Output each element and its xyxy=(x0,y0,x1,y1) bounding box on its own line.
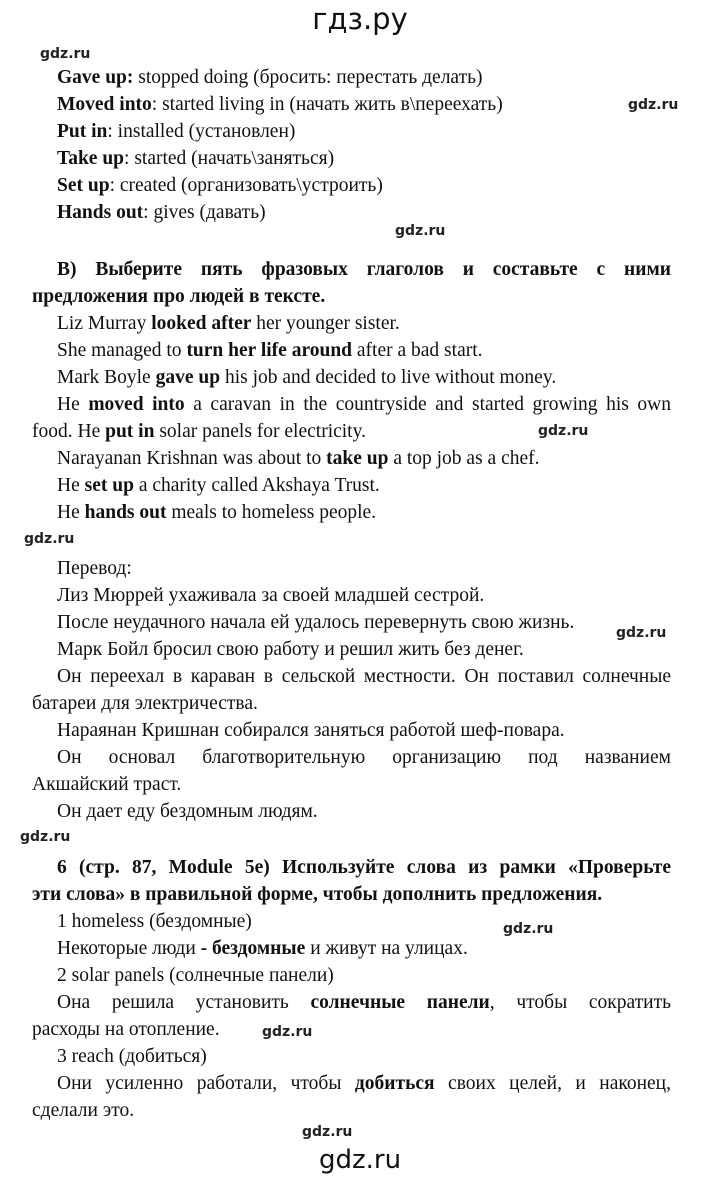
sentence-line: Narayanan Krishnan was about to take up a top job as a chef. xyxy=(57,448,540,469)
task-6-item: 1 homeless (бездомные) xyxy=(57,911,252,932)
task-b-heading: B) Выберите пять фразовых глаголов и составьте с ними xyxy=(57,259,671,280)
watermark: gdz.ru xyxy=(616,625,667,641)
translation-line: Нараянан Кришнан собирался заняться работой шеф-повара. xyxy=(57,720,565,741)
watermark: gdz.ru xyxy=(20,829,71,845)
watermark: gdz.ru xyxy=(503,921,554,937)
sentence-line: food. He put in solar panels for electricity. xyxy=(32,421,366,442)
sentence-line: Mark Boyle gave up his job and decided to live without money. xyxy=(57,367,557,388)
definition-line: Put in: installed (установлен) xyxy=(57,121,296,142)
site-header: гдз.ру xyxy=(312,2,408,36)
translation-line: Он дает еду бездомным людям. xyxy=(57,801,318,822)
task-6-heading: 6 (стр. 87, Module 5e) Используйте слова из рамки «Проверьте xyxy=(57,857,671,878)
watermark: gdz.ru xyxy=(262,1024,313,1040)
sentence-line: She managed to turn her life around after a bad start. xyxy=(57,340,483,361)
sentence-line: He moved into a caravan in the countryside and started growing his own xyxy=(57,394,672,415)
translation-line: Акшайский траст. xyxy=(32,774,182,795)
task-6-answer: Некоторые люди - бездомные и живут на улицах. xyxy=(57,938,468,959)
task-6-answer: расходы на отопление. xyxy=(32,1019,220,1040)
translation-line: батареи для электричества. xyxy=(32,693,258,714)
task-6-answer: Она решила установить солнечные панели, чтобы сократить xyxy=(57,992,671,1013)
watermark: gdz.ru xyxy=(628,97,679,113)
definition-line: Hands out: gives (давать) xyxy=(57,202,266,223)
definition-line: Moved into: started living in (начать жить в\переехать) xyxy=(57,94,503,115)
translation-line: Он переехал в караван в сельской местности. Он поставил солнечные xyxy=(57,666,671,687)
task-6-answer: сделали это. xyxy=(32,1100,135,1121)
task-6-item: 3 reach (добиться) xyxy=(57,1046,207,1067)
definition-line: Gave up: stopped doing (бросить: перестать делать) xyxy=(57,67,483,88)
translation-line: После неудачного начала ей удалось перевернуть свою жизнь. xyxy=(57,612,575,633)
definition-line: Take up: started (начать\заняться) xyxy=(57,148,335,169)
task-6-heading: эти слова» в правильной форме, чтобы дополнить предложения. xyxy=(32,884,603,905)
task-6-item: 2 solar panels (солнечные панели) xyxy=(57,965,334,986)
watermark: gdz.ru xyxy=(538,423,589,439)
watermark: gdz.ru xyxy=(302,1124,353,1140)
translation-title: Перевод: xyxy=(57,558,132,579)
translation-line: Лиз Мюррей ухаживала за своей младшей сестрой. xyxy=(57,585,485,606)
sentence-line: He hands out meals to homeless people. xyxy=(57,502,377,523)
site-footer: gdz.ru xyxy=(318,1145,402,1175)
translation-line: Марк Бойл бросил свою работу и решил жить без денег. xyxy=(57,639,524,660)
watermark: gdz.ru xyxy=(24,531,75,547)
sentence-line: Liz Murray looked after her younger sister. xyxy=(57,313,400,334)
watermark: gdz.ru xyxy=(395,223,446,239)
definition-line: Set up: created (организовать\устроить) xyxy=(57,175,383,196)
task-b-heading: предложения про людей в тексте. xyxy=(32,286,326,307)
watermark: gdz.ru xyxy=(40,46,91,62)
translation-line: Он основал благотворительную организацию под названием xyxy=(57,747,671,768)
task-6-answer: Они усиленно работали, чтобы добиться своих целей, и наконец, xyxy=(57,1073,671,1094)
sentence-line: He set up a charity called Akshaya Trust. xyxy=(57,475,380,496)
